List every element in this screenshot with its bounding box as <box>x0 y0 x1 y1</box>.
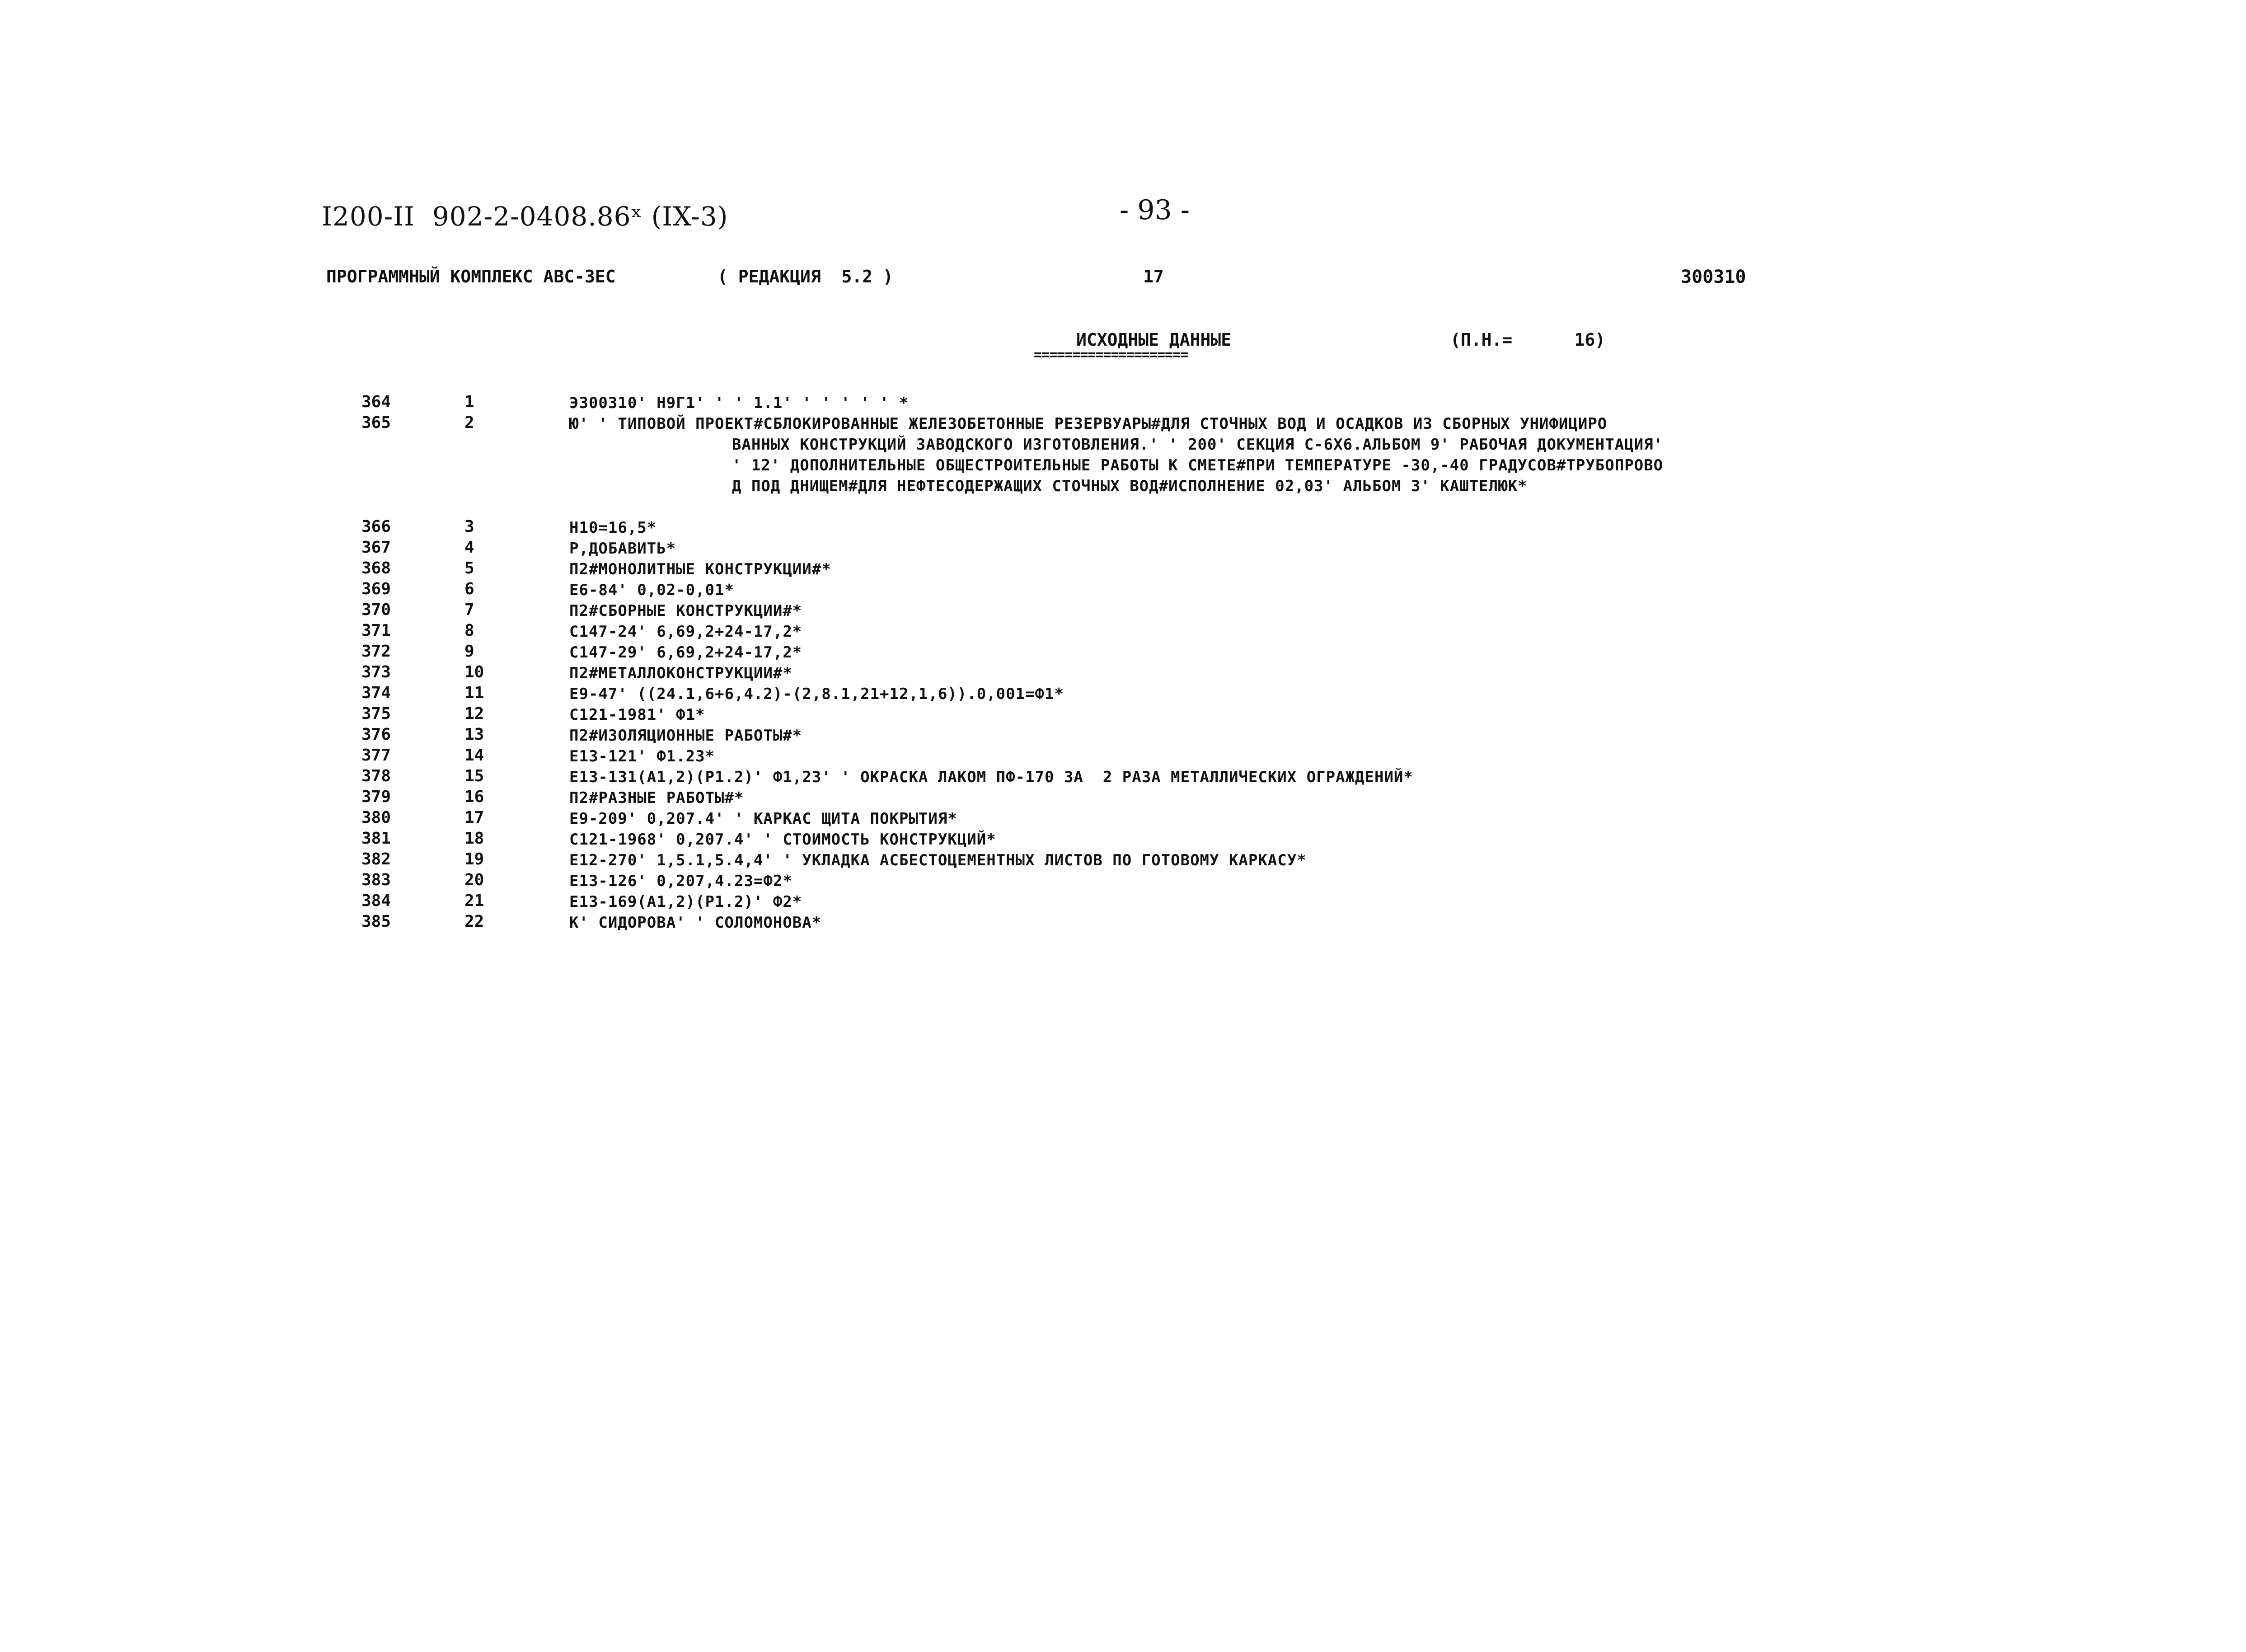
row-local-number: 14 <box>464 746 484 765</box>
row-text <box>569 517 1974 538</box>
row-text <box>569 684 1974 704</box>
row-sequence-number: 367 <box>361 538 391 557</box>
table-row <box>361 725 1970 746</box>
table-row <box>361 871 1970 892</box>
row-text <box>569 850 1974 871</box>
row-local-number: 21 <box>464 892 484 910</box>
row-local-number: 1 <box>464 393 474 411</box>
row-text <box>569 559 1974 580</box>
row-sequence-number: 381 <box>361 829 391 848</box>
table-row <box>361 850 1970 871</box>
program-name: ПРОГРАММНЫЙ КОМПЛЕКС АВС-3ЕС <box>326 267 616 286</box>
row-text <box>569 808 1974 829</box>
row-sequence-number: 371 <box>361 621 391 640</box>
row-sequence-number: 382 <box>361 850 391 868</box>
row-local-number: 7 <box>464 601 474 619</box>
row-local-number: 5 <box>464 559 474 577</box>
row-text <box>569 788 1974 808</box>
sheet-number: 17 <box>1143 267 1164 286</box>
row-text <box>569 871 1974 892</box>
row-text-line: ВАННЫХ КОНСТРУКЦИЙ ЗАВОДСКОГО ИЗГОТОВЛЕНИЯ.' ' 200' СЕКЦИЯ С-6Х6.АЛЬБОМ 9' РАБОЧАЯ ДОКУМЕНТАЦИЯ' <box>732 436 1664 454</box>
row-local-number: 4 <box>464 538 474 557</box>
row-text-line: П2#РАЗНЫЕ РАБОТЫ#* <box>569 789 744 807</box>
row-text <box>569 538 1974 559</box>
row-local-number: 19 <box>464 850 484 868</box>
row-sequence-number: 370 <box>361 601 391 619</box>
row-local-number: 13 <box>464 725 484 744</box>
row-text <box>569 725 1974 746</box>
table-row <box>361 538 1970 559</box>
row-local-number: 18 <box>464 829 484 848</box>
row-text-line: Е13-121' Ф1.23* <box>569 747 715 765</box>
row-text <box>569 704 1974 725</box>
row-text <box>569 829 1974 850</box>
row-sequence-number: 366 <box>361 517 391 536</box>
row-sequence-number: 374 <box>361 684 391 702</box>
row-text-line: К' СИДОРОВА' ' СОЛОМОНОВА* <box>569 914 822 932</box>
document-code: I200-II 902-2-0408.86ˣ (IX-3) <box>322 201 728 232</box>
table-row <box>361 704 1970 725</box>
row-text-line: Е6-84' 0,02-0,01* <box>569 581 734 599</box>
row-local-number: 9 <box>464 642 474 661</box>
row-text <box>569 393 1974 413</box>
table-row <box>361 829 1970 850</box>
table-row <box>361 808 1970 829</box>
row-text-line: П2#МЕТАЛЛОКОНСТРУКЦИИ#* <box>569 664 792 682</box>
row-local-number: 10 <box>464 663 484 681</box>
row-text-line: П2#СБОРНЫЕ КОНСТРУКЦИИ#* <box>569 602 802 620</box>
row-sequence-number: 383 <box>361 871 391 889</box>
row-text <box>569 642 1974 663</box>
row-sequence-number: 373 <box>361 663 391 681</box>
row-text-line: Д ПОД ДНИЩЕМ#ДЛЯ НЕФТЕСОДЕРЖАЩИХ СТОЧНЫХ ВОД#ИСПОЛНЕНИЕ 02,03' АЛЬБОМ 3' КАШТЕЛЮК* <box>732 477 1528 495</box>
document-code-number: 300310 <box>1681 267 1746 287</box>
row-text-line: Р,ДОБАВИТЬ* <box>569 540 676 558</box>
row-sequence-number: 377 <box>361 746 391 765</box>
row-local-number: 6 <box>464 580 474 598</box>
table-row <box>361 580 1970 601</box>
table-row <box>361 559 1970 580</box>
row-sequence-number: 368 <box>361 559 391 577</box>
data-listing <box>361 393 1970 933</box>
row-sequence-number: 385 <box>361 912 391 931</box>
row-sequence-number: 372 <box>361 642 391 661</box>
row-sequence-number: 375 <box>361 704 391 723</box>
row-text-line: Е13-131(А1,2)(Р1.2)' Ф1,23' ' ОКРАСКА ЛАКОМ ПФ-170 ЗА 2 РАЗА МЕТАЛЛИЧЕСКИХ ОГРАЖДЕНИЙ* <box>569 768 1413 786</box>
row-text <box>569 580 1974 601</box>
row-sequence-number: 379 <box>361 788 391 806</box>
row-text-line: П2#ИЗОЛЯЦИОННЫЕ РАБОТЫ#* <box>569 727 802 745</box>
table-row <box>361 393 1970 413</box>
row-sequence-number: 365 <box>361 413 391 432</box>
row-local-number: 20 <box>464 871 484 889</box>
table-row <box>361 601 1970 621</box>
row-local-number: 15 <box>464 767 484 785</box>
row-sequence-number: 369 <box>361 580 391 598</box>
row-text-line: Е12-270' 1,5.1,5.4,4' ' УКЛАДКА АСБЕСТОЦЕМЕНТНЫХ ЛИСТОВ ПО ГОТОВОМУ КАРКАСУ* <box>569 851 1307 869</box>
table-row <box>361 788 1970 808</box>
section-reference: (П.Н.= 16) <box>1450 330 1606 350</box>
row-text-line: Е13-126' 0,207,4.23=Ф2* <box>569 872 792 890</box>
table-row <box>361 892 1970 912</box>
row-text-line: Э300310' Н9Г1' ' ' 1.1' ' ' ' ' ' * <box>569 394 909 412</box>
row-sequence-number: 378 <box>361 767 391 785</box>
row-text-line: Е13-169(А1,2)(Р1.2)' Ф2* <box>569 893 802 911</box>
table-row <box>361 746 1970 767</box>
row-text-line: С121-1981' Ф1* <box>569 706 705 724</box>
row-text <box>569 621 1974 642</box>
table-row <box>361 517 1970 538</box>
row-text <box>569 601 1974 621</box>
row-local-number: 22 <box>464 912 484 931</box>
row-local-number: 2 <box>464 413 474 432</box>
row-sequence-number: 384 <box>361 892 391 910</box>
table-row <box>361 767 1970 788</box>
row-local-number: 11 <box>464 684 484 702</box>
row-local-number: 16 <box>464 788 484 806</box>
row-text <box>569 892 1974 912</box>
row-text <box>569 746 1974 767</box>
row-sequence-number: 364 <box>361 393 391 411</box>
table-row <box>361 621 1970 642</box>
row-local-number: 17 <box>464 808 484 827</box>
row-local-number: 12 <box>464 704 484 723</box>
section-underline: ==================== <box>1034 347 1188 363</box>
row-text <box>569 663 1974 684</box>
table-row <box>361 642 1970 663</box>
row-text-line: С147-24' 6,69,2+24-17,2* <box>569 623 802 641</box>
row-text-line: Н10=16,5* <box>569 519 657 537</box>
row-text-line: С147-29' 6,69,2+24-17,2* <box>569 643 802 662</box>
row-text <box>569 767 1974 788</box>
table-row <box>361 663 1970 684</box>
page-number: - 93 - <box>1120 194 1190 226</box>
row-local-number: 8 <box>464 621 474 640</box>
row-sequence-number: 380 <box>361 808 391 827</box>
row-text-line: ' 12' ДОПОЛНИТЕЛЬНЫЕ ОБЩЕСТРОИТЕЛЬНЫЕ РАБОТЫ К СМЕТЕ#ПРИ ТЕМПЕРАТУРЕ -30,-40 ГРАДУСОВ#ТРУБОПРОВО <box>732 456 1664 474</box>
row-text-line: Ю' ' ТИПОВОЙ ПРОЕКТ#СБЛОКИРОВАННЫЕ ЖЕЛЕЗОБЕТОННЫЕ РЕЗЕРВУАРЫ#ДЛЯ СТОЧНЫХ ВОД И ОСАДКОВ ИЗ СБОРНЫХ УНИФИЦИРО <box>569 415 1608 433</box>
row-text-line: П2#МОНОЛИТНЫЕ КОНСТРУКЦИИ#* <box>569 560 831 578</box>
row-sequence-number: 376 <box>361 725 391 744</box>
row-text-line: Е9-47' ((24.1,6+6,4.2)-(2,8.1,21+12,1,6)).0,001=Ф1* <box>569 685 1064 703</box>
row-local-number: 3 <box>464 517 474 536</box>
edition-label: ( РЕДАКЦИЯ 5.2 ) <box>717 267 893 286</box>
table-row <box>361 684 1970 704</box>
row-text-line: Е9-209' 0,207.4' ' КАРКАС ЩИТА ПОКРЫТИЯ* <box>569 810 957 828</box>
table-row <box>361 413 1970 517</box>
row-text <box>569 912 1974 933</box>
section-title: ИСХОДНЫЕ ДАННЫЕ <box>1076 330 1232 350</box>
row-text <box>569 413 1974 497</box>
row-text-line: С121-1968' 0,207.4' ' СТОИМОСТЬ КОНСТРУКЦИЙ* <box>569 831 996 849</box>
table-row <box>361 912 1970 933</box>
